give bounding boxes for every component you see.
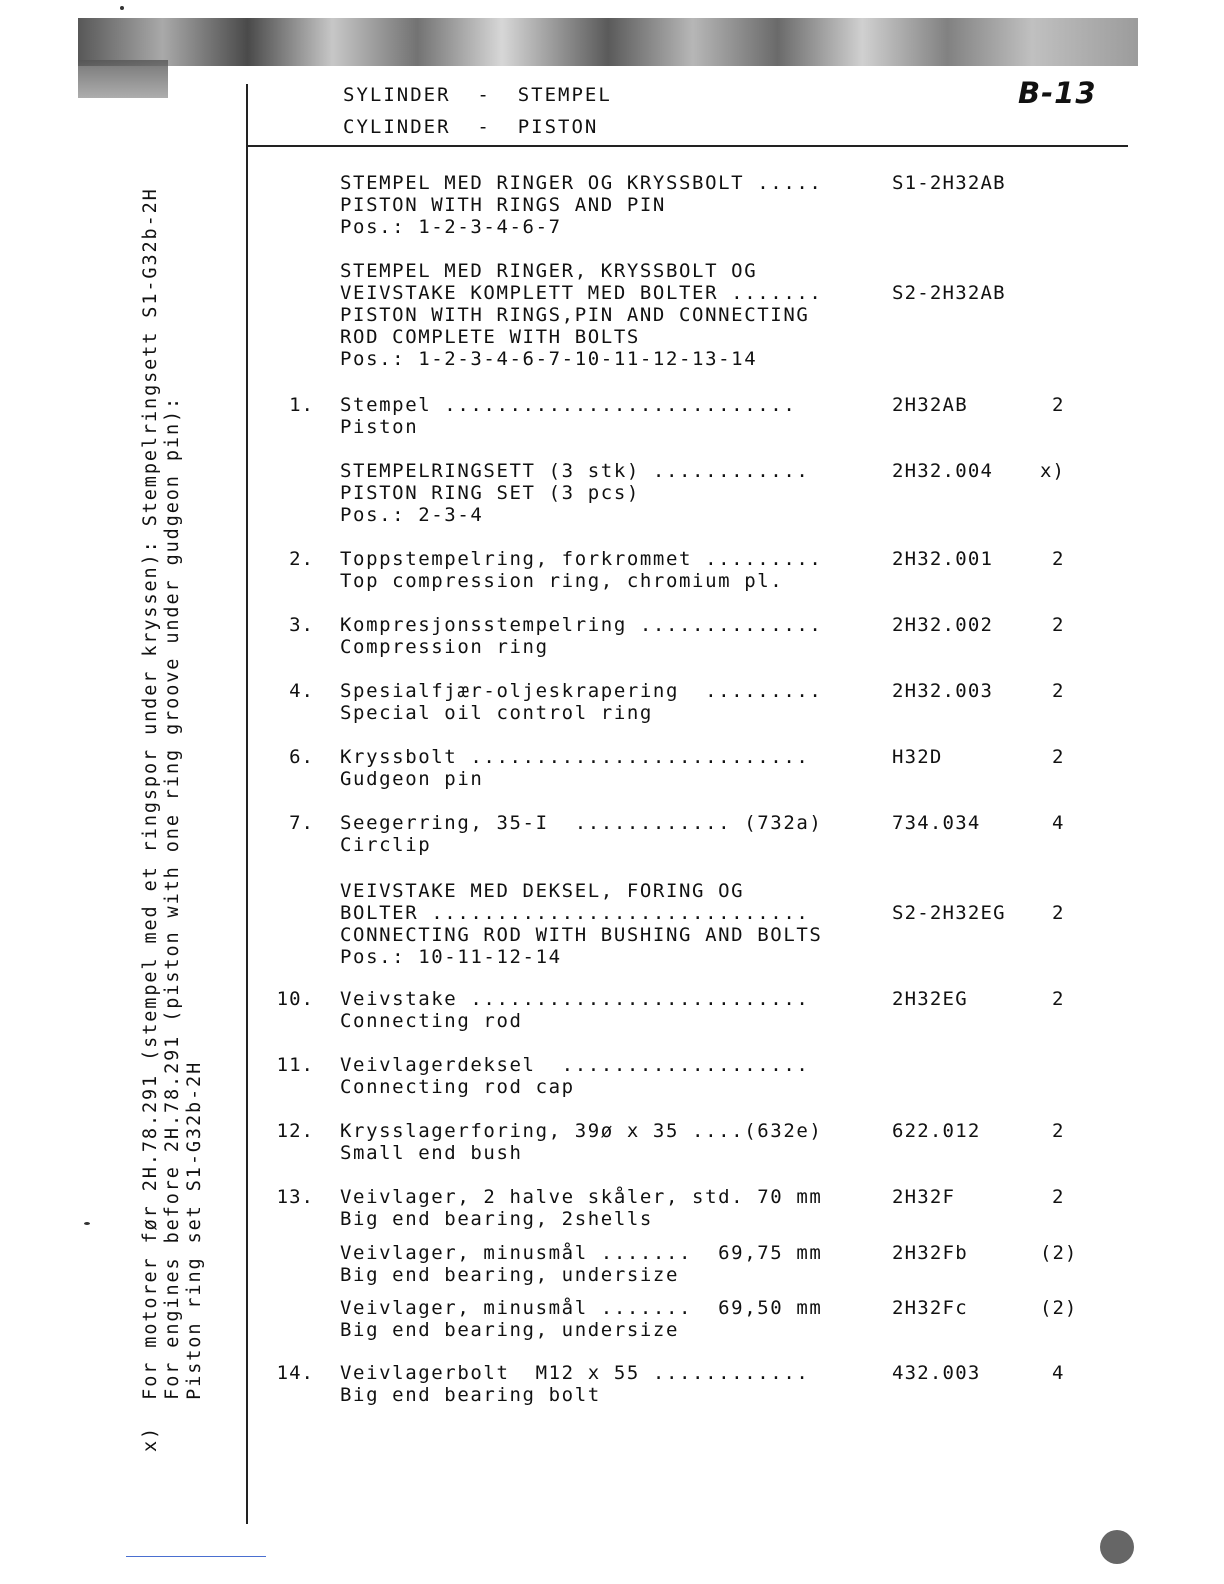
description-line: STEMPEL MED RINGER OG KRYSSBOLT .....: [340, 172, 823, 194]
quantity: 2: [1052, 548, 1065, 570]
description-line: VEIVSTAKE MED DEKSEL, FORING OG: [340, 880, 745, 902]
description-line: Big end bearing, undersize: [340, 1264, 680, 1286]
description-line: Stempel ...........................: [340, 394, 797, 416]
item-number: 13.: [276, 1186, 314, 1208]
description-line: Veivstake ..........................: [340, 988, 810, 1010]
item-description: [340, 1186, 822, 1230]
description-line: Special oil control ring: [340, 702, 653, 724]
description-line: PISTON WITH RINGS AND PIN: [340, 194, 666, 216]
part-number: 2H32.004: [892, 460, 994, 482]
item-description: [340, 746, 809, 790]
footer-line: [126, 1556, 266, 1557]
part-number: H32D: [892, 746, 943, 768]
item-number: 7.: [289, 812, 314, 834]
quantity: 2: [1052, 1186, 1065, 1208]
description-line: CONNECTING ROD WITH BUSHING AND BOLTS: [340, 924, 823, 946]
description-line: ROD COMPLETE WITH BOLTS: [340, 326, 640, 348]
item-description: [340, 548, 822, 592]
part-number: S2-2H32AB: [892, 282, 1006, 304]
part-number: 734.034: [892, 812, 981, 834]
item-number: 14.: [276, 1362, 314, 1384]
part-number: S1-2H32AB: [892, 172, 1006, 194]
description-line: Seegerring, 35-I ............ (732a): [340, 812, 823, 834]
description-line: Piston: [340, 416, 419, 438]
description-line: Connecting rod cap: [340, 1076, 575, 1098]
item-description: [340, 394, 796, 438]
part-number: 2H32.002: [892, 614, 994, 636]
quantity: 2: [1052, 680, 1065, 702]
scan-corner-shadow: [78, 60, 168, 98]
part-number: 2H32.003: [892, 680, 994, 702]
item-description: [340, 988, 809, 1032]
side-note-line1: x) For motorer før 2H.78.291 (stempel med et ringspor under kryssen): Stempelringsett S1-G32b-2H: [140, 187, 161, 1452]
description-line: Toppstempelring, forkrommet .........: [340, 548, 823, 570]
header-rule: [248, 145, 1128, 147]
description-line: PISTON RING SET (3 pcs): [340, 482, 640, 504]
quantity: 4: [1052, 812, 1065, 834]
quantity: 4: [1052, 1362, 1065, 1384]
side-note-line3: Piston ring set S1-G32b-2H: [184, 1060, 205, 1452]
item-number: 1.: [289, 394, 314, 416]
part-number: 2H32EG: [892, 988, 968, 1010]
part-number: 2H32Fc: [892, 1297, 968, 1319]
item-description: [340, 1120, 822, 1164]
item-description: [340, 614, 822, 658]
description-line: Circlip: [340, 834, 432, 856]
item-description: [340, 680, 822, 724]
quantity: 2: [1052, 988, 1065, 1010]
description-line: STEMPEL MED RINGER, KRYSSBOLT OG: [340, 260, 758, 282]
description-line: Spesialfjær-oljeskrapering .........: [340, 680, 823, 702]
item-number: 4.: [289, 680, 314, 702]
item-number: 3.: [289, 614, 314, 636]
quantity: 2: [1052, 746, 1065, 768]
item-number: 11.: [276, 1054, 314, 1076]
page-number: B-13: [1018, 76, 1097, 110]
title-english: CYLINDER - PISTON: [343, 116, 599, 138]
part-number: 2H32.001: [892, 548, 994, 570]
part-number: 622.012: [892, 1120, 981, 1142]
quantity: 2: [1052, 614, 1065, 636]
item-number: 12.: [276, 1120, 314, 1142]
description-line: Veivlager, minusmål ....... 69,50 mm: [340, 1297, 823, 1319]
scan-top-shadow: [78, 18, 1138, 66]
side-note: [140, 152, 206, 1452]
side-note-line2: For engines before 2H.78.291 (piston with one ring groove under gudgeon pin):: [162, 395, 183, 1452]
description-line: Pos.: 10-11-12-14: [340, 946, 562, 968]
description-line: Small end bush: [340, 1142, 523, 1164]
part-number: 2H32Fb: [892, 1242, 968, 1264]
description-line: Big end bearing bolt: [340, 1384, 601, 1406]
quantity: 2: [1052, 1120, 1065, 1142]
description-line: Connecting rod: [340, 1010, 523, 1032]
part-number: 2H32F: [892, 1186, 956, 1208]
quantity: (2): [1040, 1242, 1078, 1264]
item-description: [340, 1242, 822, 1286]
scan-speck: [120, 6, 124, 10]
item-number: 2.: [289, 548, 314, 570]
quantity: 2: [1052, 394, 1065, 416]
item-description: [340, 1362, 809, 1406]
title-norwegian: SYLINDER - STEMPEL: [343, 84, 612, 106]
item-description: [340, 1297, 822, 1341]
item-number: 10.: [276, 988, 314, 1010]
description-line: BOLTER .............................: [340, 902, 810, 924]
description-line: PISTON WITH RINGS,PIN AND CONNECTING: [340, 304, 810, 326]
item-description: [340, 460, 809, 526]
scan-speck: [1100, 1530, 1134, 1564]
description-line: Kryssbolt ..........................: [340, 746, 810, 768]
scan-speck: [84, 1222, 90, 1225]
description-line: Pos.: 2-3-4: [340, 504, 484, 526]
description-line: Veivlager, 2 halve skåler, std. 70 mm: [340, 1186, 823, 1208]
quantity: 2: [1052, 902, 1065, 924]
description-line: Big end bearing, undersize: [340, 1319, 680, 1341]
description-line: Veivlager, minusmål ....... 69,75 mm: [340, 1242, 823, 1264]
description-line: Big end bearing, 2shells: [340, 1208, 653, 1230]
description-line: Gudgeon pin: [340, 768, 484, 790]
description-line: Top compression ring, chromium pl.: [340, 570, 784, 592]
description-line: Pos.: 1-2-3-4-6-7: [340, 216, 562, 238]
part-number: 432.003: [892, 1362, 981, 1384]
vertical-rule: [246, 84, 248, 1524]
item-number: 6.: [289, 746, 314, 768]
item-description: [340, 172, 822, 238]
part-number: S2-2H32EG: [892, 902, 1006, 924]
item-description: [340, 1054, 809, 1098]
quantity: (2): [1040, 1297, 1078, 1319]
description-line: Krysslagerforing, 39ø x 35 ....(632e): [340, 1120, 823, 1142]
description-line: VEIVSTAKE KOMPLETT MED BOLTER .......: [340, 282, 823, 304]
description-line: Pos.: 1-2-3-4-6-7-10-11-12-13-14: [340, 348, 758, 370]
item-description: [340, 812, 822, 856]
item-description: [340, 880, 822, 968]
item-description: [340, 260, 822, 370]
description-line: Kompresjonsstempelring ..............: [340, 614, 823, 636]
quantity: x): [1040, 460, 1065, 482]
description-line: Compression ring: [340, 636, 549, 658]
description-line: Veivlagerdeksel ...................: [340, 1054, 810, 1076]
description-line: Veivlagerbolt M12 x 55 ............: [340, 1362, 810, 1384]
part-number: 2H32AB: [892, 394, 968, 416]
description-line: STEMPELRINGSETT (3 stk) ............: [340, 460, 810, 482]
